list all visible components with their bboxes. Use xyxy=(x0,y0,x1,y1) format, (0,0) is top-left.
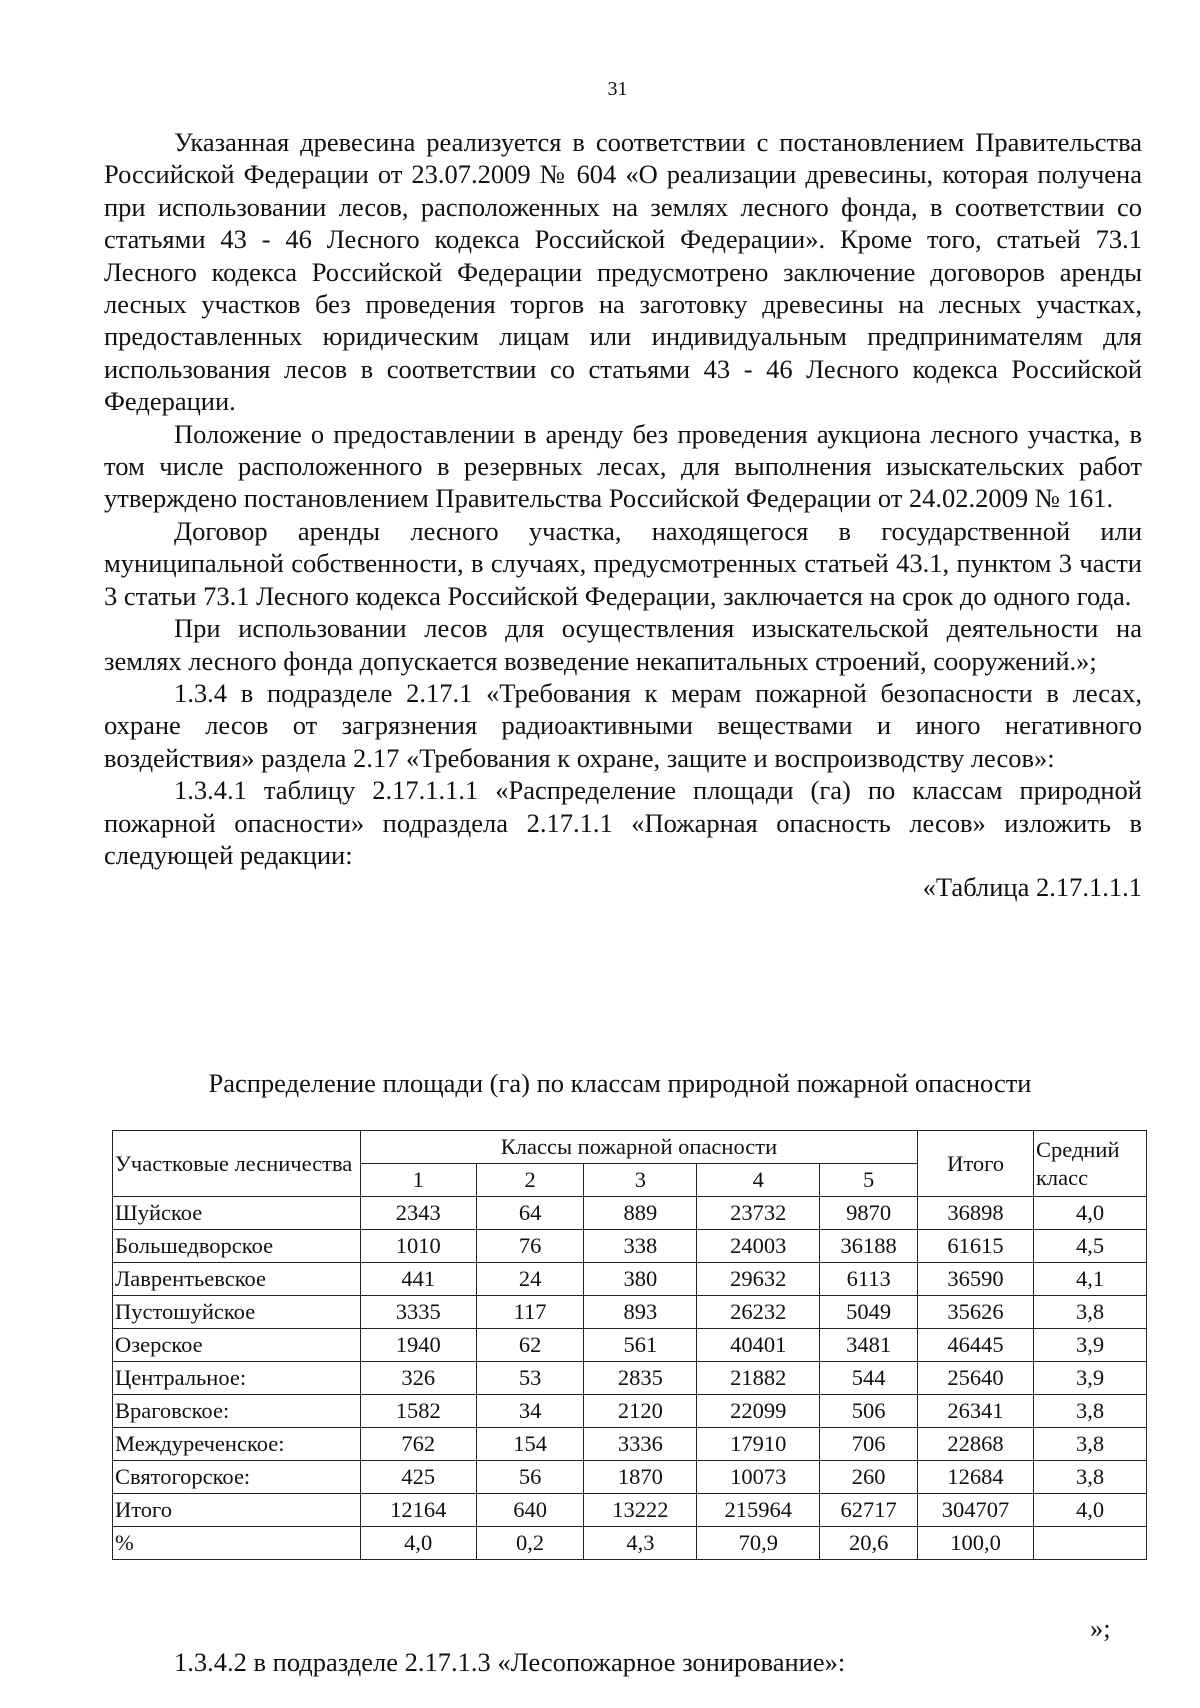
table-row xyxy=(113,1461,1147,1494)
table-row xyxy=(113,1296,1147,1329)
table-title: Распределение площади (га) по классам природной пожарной опасности xyxy=(208,1068,1032,1098)
table-cell: 12684 xyxy=(918,1461,1034,1494)
table-cell: 506 xyxy=(820,1395,918,1428)
table-row xyxy=(113,1395,1147,1428)
table-cell: 260 xyxy=(820,1461,918,1494)
table-cell: 338 xyxy=(584,1230,697,1263)
paragraph: Положение о предоставлении в аренду без проведения аукциона лесного участка, в том числе расположенного в резервных лесах, для выполнения изыскательских работ утверждено постановлением Правительства Российской Федерации от 24.02.2009 № 161. xyxy=(104,418,1142,514)
table-cell xyxy=(1034,1527,1147,1560)
table-cell: 117 xyxy=(476,1296,584,1329)
table-row xyxy=(113,1362,1147,1395)
table-cell: 13222 xyxy=(584,1494,697,1527)
table-cell: 544 xyxy=(820,1362,918,1395)
table-cell: 3,8 xyxy=(1034,1428,1147,1461)
table-cell: 2835 xyxy=(584,1362,697,1395)
table-cell: 3481 xyxy=(820,1329,918,1362)
table-cell: 22868 xyxy=(918,1428,1034,1461)
table-cell-district: Центральное: xyxy=(113,1362,361,1395)
table-cell: 304707 xyxy=(918,1494,1034,1527)
table-cell: 12164 xyxy=(360,1494,476,1527)
table-cell: 36898 xyxy=(918,1197,1034,1230)
table-cell: 762 xyxy=(360,1428,476,1461)
table-cell: 326 xyxy=(360,1362,476,1395)
table-cell: 3336 xyxy=(584,1428,697,1461)
paragraph: 1.3.4.1 таблицу 2.17.1.1.1 «Распределение площади (га) по классам природной пожарной опасности» подраздела 2.17.1.1 «Пожарная опасность лесов» изложить в следующей редакции: xyxy=(104,775,1142,870)
paragraph: При использовании лесов для осуществления изыскательской деятельности на землях лесного фонда допускается возведение некапитальных строений, сооружений.»; xyxy=(104,613,1142,676)
header-total: Итого xyxy=(918,1131,1034,1197)
table-cell: 3335 xyxy=(360,1296,476,1329)
closing-mark: »; xyxy=(1090,1613,1111,1643)
table-cell: 2120 xyxy=(584,1395,697,1428)
header-class-5: 5 xyxy=(820,1164,918,1197)
table-cell: 1870 xyxy=(584,1461,697,1494)
table-cell-district: Шуйское xyxy=(113,1197,361,1230)
header-classes: Классы пожарной опасности xyxy=(360,1131,917,1164)
table-cell: 9870 xyxy=(820,1197,918,1230)
table-cell: 29632 xyxy=(697,1263,820,1296)
header-class-1: 1 xyxy=(360,1164,476,1197)
table-cell: 561 xyxy=(584,1329,697,1362)
table-cell: 889 xyxy=(584,1197,697,1230)
table-row xyxy=(113,1197,1147,1230)
table-cell: 40401 xyxy=(697,1329,820,1362)
table-cell: 56 xyxy=(476,1461,584,1494)
final-line: 1.3.4.2 в подразделе 2.17.1.3 «Лесопожарное зонирование»: xyxy=(174,1647,846,1677)
table-cell: 3,8 xyxy=(1034,1461,1147,1494)
table-cell: 25640 xyxy=(918,1362,1034,1395)
header-class-2: 2 xyxy=(476,1164,584,1197)
table-cell: 53 xyxy=(476,1362,584,1395)
header-class-4: 4 xyxy=(697,1164,820,1197)
table-cell: 4,3 xyxy=(584,1527,697,1560)
table-cell: 3,9 xyxy=(1034,1329,1147,1362)
table-cell: 154 xyxy=(476,1428,584,1461)
header-average-class: Средний класс xyxy=(1034,1131,1147,1197)
table-row xyxy=(113,1494,1147,1527)
table-cell: 1582 xyxy=(360,1395,476,1428)
table-cell: 20,6 xyxy=(820,1527,918,1560)
table-cell: 70,9 xyxy=(697,1527,820,1560)
table-cell: 10073 xyxy=(697,1461,820,1494)
paragraph: Договор аренды лесного участка, находящегося в государственной или муниципальной собственности, в случаях, предусмотренных статьей 43.1, пунктом 3 части 3 статьи 73.1 Лесного кодекса Российской Федерации, заключается на срок до одного года. xyxy=(104,515,1142,611)
table-row xyxy=(113,1263,1147,1296)
table-cell: 62 xyxy=(476,1329,584,1362)
table-cell-district: Междуреченское: xyxy=(113,1428,361,1461)
table-cell: 640 xyxy=(476,1494,584,1527)
table-cell-district: Итого xyxy=(113,1494,361,1527)
table-cell: 3,9 xyxy=(1034,1362,1147,1395)
table-cell-district: Святогорское: xyxy=(113,1461,361,1494)
table-cell-district: Лаврентьевское xyxy=(113,1263,361,1296)
table-cell: 35626 xyxy=(918,1296,1034,1329)
table-cell: 24003 xyxy=(697,1230,820,1263)
table-row xyxy=(113,1428,1147,1461)
table-cell: 4,1 xyxy=(1034,1263,1147,1296)
table-cell: 4,0 xyxy=(1034,1494,1147,1527)
table-cell: 24 xyxy=(476,1263,584,1296)
table-cell: 5049 xyxy=(820,1296,918,1329)
table-body xyxy=(113,1197,1147,1560)
table-row xyxy=(113,1329,1147,1362)
table-cell: 17910 xyxy=(697,1428,820,1461)
table-cell: 36188 xyxy=(820,1230,918,1263)
table-cell: 893 xyxy=(584,1296,697,1329)
table-cell-district: Враговское: xyxy=(113,1395,361,1428)
table-cell: 4,0 xyxy=(360,1527,476,1560)
table-cell: 2343 xyxy=(360,1197,476,1230)
table-cell: 62717 xyxy=(820,1494,918,1527)
table-cell: 0,2 xyxy=(476,1527,584,1560)
table-cell: 46445 xyxy=(918,1329,1034,1362)
table-row xyxy=(113,1230,1147,1263)
table-cell: 23732 xyxy=(697,1197,820,1230)
table-cell: 441 xyxy=(360,1263,476,1296)
table-row xyxy=(113,1527,1147,1560)
table-cell: 425 xyxy=(360,1461,476,1494)
table-cell: 76 xyxy=(476,1230,584,1263)
table-cell: 6113 xyxy=(820,1263,918,1296)
table-cell: 380 xyxy=(584,1263,697,1296)
table-cell: 3,8 xyxy=(1034,1296,1147,1329)
paragraph: 1.3.4 в подразделе 2.17.1 «Требования к мерам пожарной безопасности в лесах, охране лесов от загрязнения радиоактивными веществами и иного негативного воздействия» раздела 2.17 «Требования к охране, защите и воспроизводству лесов»: xyxy=(104,677,1142,773)
table-cell: 21882 xyxy=(697,1362,820,1395)
table-cell: 36590 xyxy=(918,1263,1034,1296)
body-text xyxy=(104,126,1142,904)
header-class-3: 3 xyxy=(584,1164,697,1197)
table-cell-district: Пустошуйское xyxy=(113,1296,361,1329)
page-number: 31 xyxy=(607,78,628,100)
table-cell: 64 xyxy=(476,1197,584,1230)
header-district: Участковые лесничества xyxy=(113,1131,361,1197)
table-cell: 215964 xyxy=(697,1494,820,1527)
table-cell: 22099 xyxy=(697,1395,820,1428)
table-cell: 100,0 xyxy=(918,1527,1034,1560)
table-cell-district: % xyxy=(113,1527,361,1560)
table-cell: 4,0 xyxy=(1034,1197,1147,1230)
table-cell: 26341 xyxy=(918,1395,1034,1428)
table-cell: 706 xyxy=(820,1428,918,1461)
table-cell: 1010 xyxy=(360,1230,476,1263)
table-cell-district: Озерское xyxy=(113,1329,361,1362)
table-cell: 61615 xyxy=(918,1230,1034,1263)
fire-danger-table xyxy=(112,1130,1147,1560)
table-caption: «Таблица 2.17.1.1.1 xyxy=(922,872,1142,903)
table-cell: 4,5 xyxy=(1034,1230,1147,1263)
paragraph: Указанная древесина реализуется в соответствии с постановлением Правительства Российской Федерации от 23.07.2009 № 604 «О реализации древесины, которая получена при использовании лесов, расположенных на землях лесного фонда, в соответствии со статьями 43 - 46 Лесного кодекса Российской Федерации». Кроме того, статьей 73.1 Лесного кодекса Российской Федерации предусмотрено заключение договоров аренды лесных участков без проведения торгов на заготовку древесины на лесных участках, предоставленных юридическим лицам или индивидуальным предпринимателям для использования лесов в соответствии со статьями 43 - 46 Лесного кодекса Российской Федерации. xyxy=(104,127,1142,417)
table-cell: 26232 xyxy=(697,1296,820,1329)
table-cell: 3,8 xyxy=(1034,1395,1147,1428)
table-cell: 34 xyxy=(476,1395,584,1428)
table-cell-district: Большедворское xyxy=(113,1230,361,1263)
table-cell: 1940 xyxy=(360,1329,476,1362)
